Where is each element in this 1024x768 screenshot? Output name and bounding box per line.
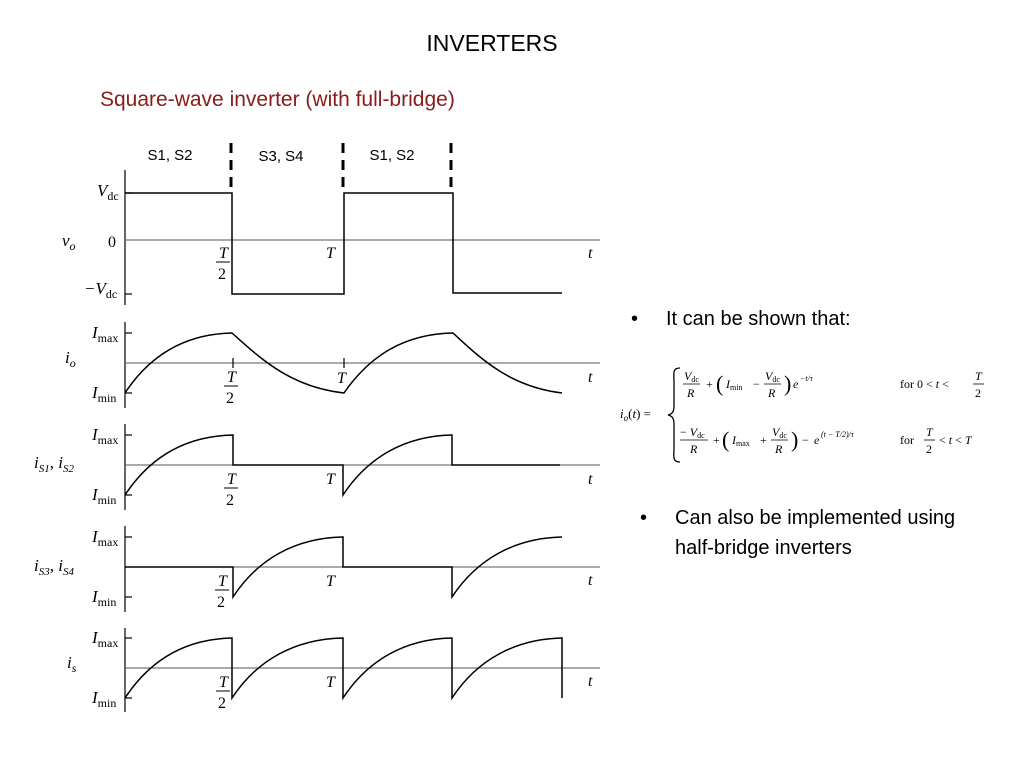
panel-is [125, 628, 600, 712]
svg-text:< t < T: < t < T [939, 433, 972, 447]
svg-text:−: − [753, 377, 760, 391]
bullet-dot: • [640, 507, 648, 529]
svg-text:R: R [687, 386, 695, 400]
is-period-label: T [326, 674, 335, 691]
svg-text:): ) [784, 371, 792, 396]
svg-text:e: e [814, 433, 820, 447]
svg-text:Vdc: Vdc [765, 369, 780, 384]
is34-time-label: t [588, 572, 593, 589]
io-signal-label: $i_o$ [65, 348, 76, 370]
is-bottom-label: $I_{min}$ [92, 688, 117, 710]
svg-text:for: for [900, 433, 914, 447]
svg-text:(: ( [722, 427, 730, 452]
vo-waveform [125, 193, 562, 294]
is34-half-period-num: T [218, 573, 227, 590]
current-equation-image [618, 360, 1018, 470]
svg-text:Imin: Imin [726, 377, 743, 392]
svg-text:for 0 < t <: for 0 < t < [900, 377, 949, 391]
bullet-text-line1: Can also be implemented using [675, 507, 956, 529]
bullet-dot: • [631, 308, 639, 330]
vo-zero-label: 0 [108, 234, 116, 251]
svg-text:+: + [713, 433, 720, 447]
svg-text:(: ( [716, 371, 724, 396]
is12-signal-label: $i_{S1}$, $i_{S2}$ [34, 453, 74, 475]
svg-text:+: + [760, 433, 767, 447]
bullet-half-bridge [640, 503, 1020, 567]
svg-text:io(t) =: $i_o(t)$ = [620, 406, 652, 423]
svg-text:− Vdc: − Vdc [680, 425, 705, 440]
switch-label-3: S1, S2 [369, 147, 415, 164]
is34-period-label: T [326, 573, 335, 590]
svg-text:): ) [791, 427, 799, 452]
io-period-label: T [337, 370, 346, 387]
bullet-shown-that [631, 304, 1011, 336]
is-signal-label: $i_s$ [67, 653, 77, 675]
is34-bottom-label: $I_{min}$ [92, 587, 117, 609]
is-top-label: $I_{max}$ [92, 628, 119, 650]
switch-label-1: S1, S2 [147, 147, 193, 164]
svg-text:+: + [706, 377, 713, 391]
is12-period-label: T [326, 471, 335, 488]
panel-io [125, 322, 600, 408]
svg-text:−t/τ: −t/τ [800, 374, 813, 383]
io-half-period-num: T [227, 369, 236, 386]
svg-text:Vdc: Vdc [772, 425, 787, 440]
io-time-label: t [588, 369, 593, 386]
is12-half-period-den: 2 [226, 492, 234, 509]
svg-text:R: R [775, 442, 783, 456]
svg-text:Vdc: Vdc [684, 369, 699, 384]
svg-text:R: R [768, 386, 776, 400]
is34-half-period-den: 2 [217, 594, 225, 611]
switch-label-2: S3, S4 [258, 148, 304, 165]
is34-signal-label: $i_{S3}$, $i_{S4}$ [34, 556, 74, 578]
vo-half-period-num: T [219, 245, 228, 262]
svg-text:−: − [802, 433, 809, 447]
is34-top-label: $I_{max}$ [92, 527, 119, 549]
is-half-period-num: T [219, 674, 228, 691]
svg-text:T: T [926, 425, 933, 439]
svg-text:2: 2 [975, 386, 981, 400]
panel-vo [125, 170, 600, 305]
vo-time-label: t [588, 245, 593, 262]
svg-text:Imax: Imax [732, 433, 750, 448]
svg-text:T: T [975, 369, 982, 383]
is12-top-label: $I_{max}$ [92, 425, 119, 447]
vo-period-label: T [326, 245, 335, 262]
vo-bottom-label: $-V_{dc}$ [84, 279, 118, 301]
is12-half-period-num: T [227, 471, 236, 488]
svg-text:e: e [793, 377, 799, 391]
panel-is3-is4 [125, 526, 600, 612]
vo-top-label: $V_{dc}$ [97, 181, 119, 203]
io-bottom-label: $I_{min}$ [92, 383, 117, 405]
is-half-period-den: 2 [218, 695, 226, 712]
svg-text:2: 2 [926, 442, 932, 456]
slide-subtitle: Square-wave inverter (with full-bridge) [100, 88, 455, 111]
vo-signal-label: $v_o$ [62, 231, 76, 253]
is12-time-label: t [588, 471, 593, 488]
svg-text:(t − T/2)/τ: (t − T/2)/τ [821, 430, 854, 439]
svg-text:R: R [690, 442, 698, 456]
io-half-period-den: 2 [226, 390, 234, 407]
is12-bottom-label: $I_{min}$ [92, 485, 117, 507]
bullet-text-line2: half-bridge inverters [675, 537, 852, 559]
vo-half-period-den: 2 [218, 266, 226, 283]
slide-title: INVERTERS [426, 30, 558, 56]
is-time-label: t [588, 673, 593, 690]
io-top-label: $I_{max}$ [92, 323, 119, 345]
bullet-text: It can be shown that: [666, 308, 851, 330]
panel-is1-is2 [125, 424, 600, 510]
